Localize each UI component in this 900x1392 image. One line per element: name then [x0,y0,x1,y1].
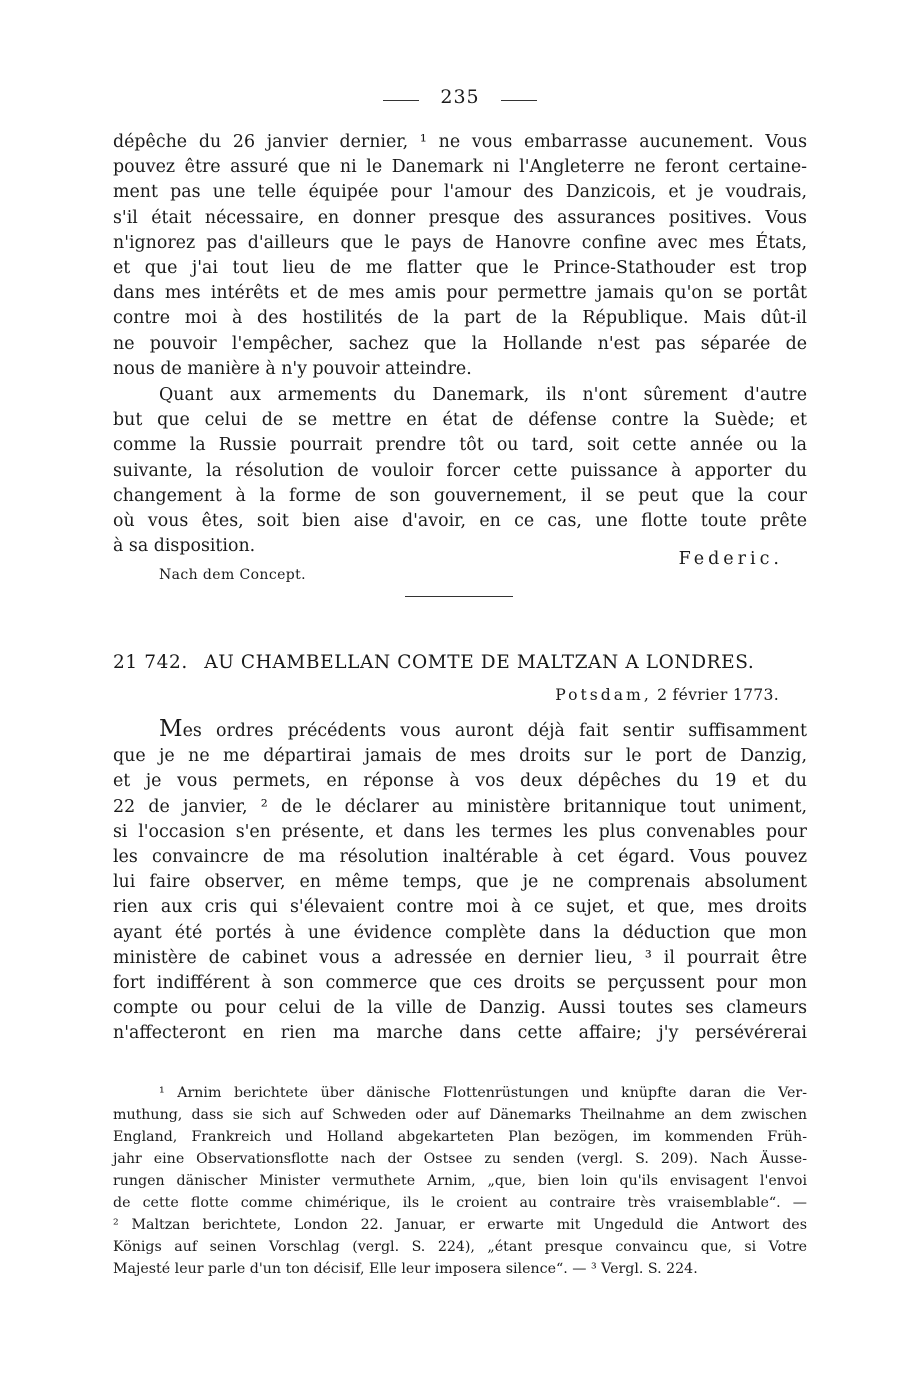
text-line: lui faire observer, en même temps, que je ne comprenais absolument [113,872,807,893]
dropcap: M [159,716,183,742]
second-paragraph [113,383,807,559]
text-line: fort indifférent à son commerce que ces droits se perçussent pour mon [113,973,807,994]
text-line: et je vous permets, en réponse à vos deux dépêches du 19 et du [113,771,807,792]
header-rule-right [501,100,537,101]
letter-place: Potsdam, [555,686,652,704]
text-line: contre moi à des hostilités de la part de la République. Mais dût-il [113,308,807,329]
text-line: où vous êtes, soit bien aise d'avoir, en ce cas, une flotte toute prête [113,511,807,532]
page-header [113,86,807,116]
text-line: compte ou pour celui de la ville de Danzig. Aussi toutes ses clameurs [113,998,807,1019]
text-line: n'affecteront en rien ma marche dans cette affaire; j'y persévérerai [113,1023,807,1044]
footnote-line: jahr eine Observationsflotte nach der Ostsee zu senden (vergl. S. 209). Nach Äusse- [113,1151,807,1167]
footnote-line: England, Frankreich und Holland abgekarteten Plan bezögen, im kommenden Früh- [113,1129,807,1145]
text-line [113,717,807,744]
footnote-line: ¹ Arnim berichtete über dänische Flottenrüstungen und knüpfte daran die Ver- [159,1085,807,1101]
footnote-line: ² Maltzan berichtete, London 22. Januar, er erwarte mit Ungeduld die Antwort des [113,1217,807,1233]
text-line: à sa disposition. [113,536,256,557]
page-number: 235 [440,86,480,108]
text-line: 22 de janvier, ² de le déclarer au ministère britannique tout uniment, [113,796,807,817]
signature: Federic. [678,549,783,569]
text-line: n'ignorez pas d'ailleurs que le pays de Hanovre confine avec mes États, [113,232,807,253]
footnote-line: rungen dänischer Minister vermuthete Arnim, „que, bien loin qu'ils envisagent l'envoi [113,1173,807,1189]
continuation-paragraph [113,130,807,382]
text-line: suivante, la résolution de vouloir forcer cette puissance à apporter du [113,460,807,481]
text-line: ment pas une telle équipée pour l'amour des Danzicois, et je voudrais, [113,182,807,203]
text-line: nous de manière à n'y pouvoir atteindre. [113,358,472,379]
text-line: ayant été portés à une évidence complète dans la déduction que mon [113,922,807,943]
text-line: les convaincre de ma résolution inaltérable à cet égard. Vous pouvez [113,847,807,868]
first-line-text: es ordres précédents vous auront déjà fait sentir suffisamment [182,721,807,741]
text-line: but que celui de se mettre en état de défense contre la Suède; et [113,410,807,431]
text-line: ne pouvoir l'empêcher, sachez que la Hollande n'est pas séparée de [113,333,807,354]
letter-body [113,717,807,1047]
text-line: Quant aux armements du Danemark, ils n'ont sûrement d'autre [159,385,807,405]
letter-heading [113,652,807,673]
source-note: Nach dem Concept. [159,567,306,583]
section-divider [405,596,513,597]
footnote-line: muthung, dass sie sich auf Schweden oder auf Dänemarks Theilnahme an dem zwischen [113,1107,807,1123]
text-line: s'il était nécessaire, en donner presque des assurances positives. Vous [113,207,807,228]
text-line: changement à la forme de son gouvernement, il se peut que la cour [113,485,807,506]
footnotes [113,1082,807,1280]
text-line: comme la Russie pourrait prendre tôt ou tard, soit cette année ou la [113,435,807,456]
text-line: ministère de cabinet vous a adressée en dernier lieu, ³ il pourrait être [113,947,807,968]
text-line: si l'occasion s'en présente, et dans les termes les plus convenables pour [113,821,807,842]
text-line: dans mes intérêts et de mes amis pour permettre jamais qu'on se portât [113,283,807,304]
letter-date: 2 février 1773. [657,686,779,704]
letter-dateline [555,686,779,704]
footnote-line: de cette flotte comme chimérique, ils le croient au contraire très vraisemblable“. — [113,1195,807,1211]
text-line: rien aux cris qui s'élevaient contre moi à ce sujet, et que, mes droits [113,897,807,918]
footnote-line: Majesté leur parle d'un ton décisif, Elle leur imposera silence“. — ³ Vergl. S. 224. [113,1261,698,1277]
text-line: pouvez être assuré que ni le Danemark ni l'Angleterre ne feront certaine- [113,157,807,178]
footnote-line: Königs auf seinen Vorschlag (vergl. S. 224), „étant presque convaincu que, si Votre [113,1239,807,1255]
text-line: et que j'ai tout lieu de me flatter que le Prince-Stathouder est trop [113,258,807,279]
letter-title: AU CHAMBELLAN COMTE DE MALTZAN A LONDRES. [204,652,755,673]
letter-number: 21 742. [113,652,188,673]
text-line: dépêche du 26 janvier dernier, ¹ ne vous embarrasse aucunement. Vous [113,132,807,152]
text-line: que je ne me départirai jamais de mes droits sur le port de Danzig, [113,746,807,767]
